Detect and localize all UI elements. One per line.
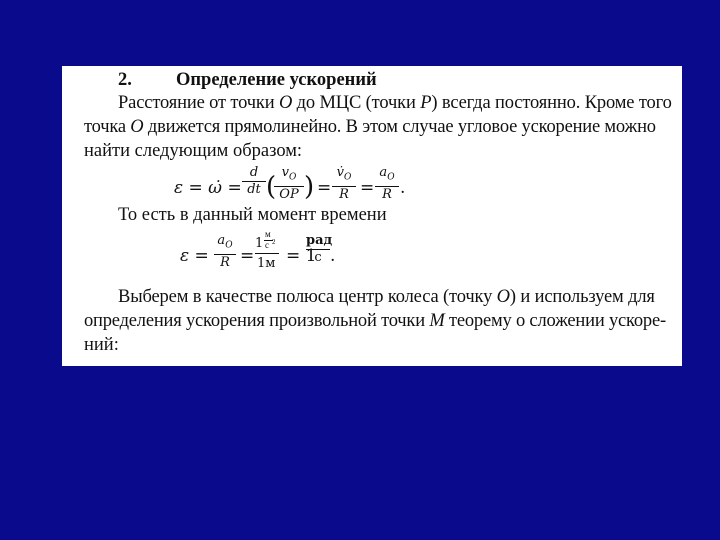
paragraph3-line1: Выберем в качестве полюса центр колеса (точку O) и используем для — [118, 287, 655, 307]
point-o: O — [496, 287, 510, 307]
paragraph1-line3: найти следующим образом: — [84, 141, 303, 161]
point-o: O — [278, 93, 293, 113]
paragraph2: То есть в данный момент времени — [118, 205, 387, 225]
fraction-vodot-r: $v̇_O$ R — [332, 166, 356, 202]
section-number: 2. — [118, 70, 132, 90]
document-page: 2. Определение ускорений Расстояние от точки O до МЦС (точки P) всегда постоянно. Кроме того точка O движется прямолинейно. В этом случае угловое ускорение можно найти следующим образом: ε = ω̇ = d dt ( $v_O$ OP ) = $v̇_O$ R = $a_O$ R . То есть в данный момент времени ε = $a_O$ R = 1 м с 2 1м = 1 рад с . Выберем в качестве полюса центр колеса (точку O) и используем для определения ускорения произвольной точки M теорему о сложении ускоре- ний: — [62, 66, 682, 366]
fraction-ao-r: $a_O$ R — [214, 234, 236, 270]
fraction-vo-op: $v_O$ OP — [274, 166, 304, 202]
fraction-d-dt: d dt — [242, 166, 266, 197]
section-title: Определение ускорений — [176, 70, 377, 90]
point-m: M — [429, 311, 445, 331]
fraction-ao-r: $a_O$ R — [375, 166, 399, 202]
paragraph3-line3: ний: — [84, 335, 119, 355]
point-o: O — [130, 117, 144, 137]
point-p: P — [420, 93, 432, 113]
paragraph1-line2: точка O движется прямолинейно. В этом случае угловое ускорение можно — [84, 117, 656, 137]
fraction-rad-s: рад с — [306, 233, 333, 265]
paragraph3-line2: определения ускорения произвольной точки M теорему о сложении ускоре- — [84, 311, 666, 331]
paragraph1-line1: Расстояние от точки O до МЦС (точки P) всегда постоянно. Кроме того — [118, 93, 672, 113]
fraction-one-ms2-over-1m: 1 м с 2 1м — [255, 226, 281, 278]
